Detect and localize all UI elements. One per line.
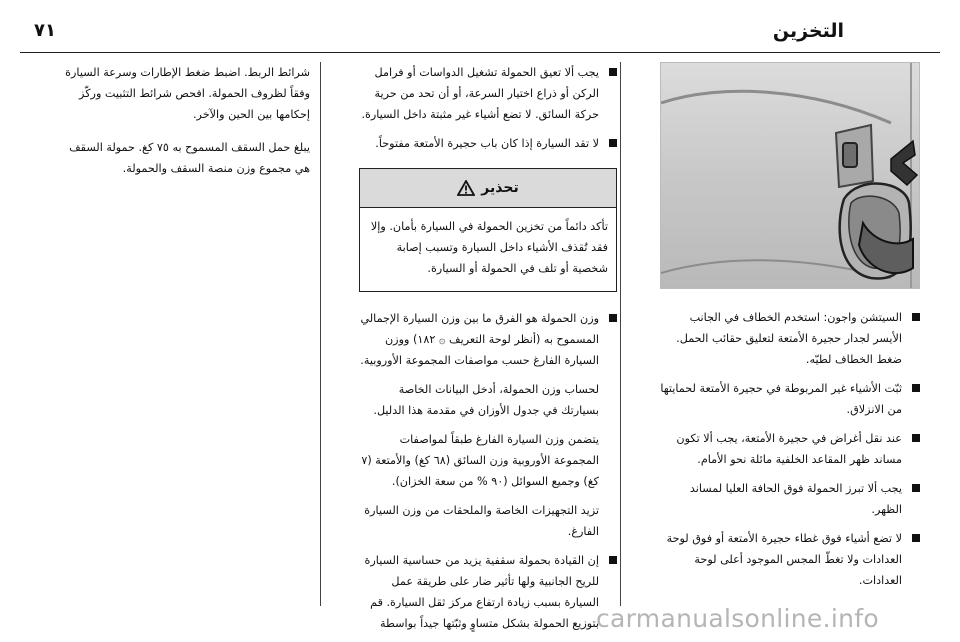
list-item: يجب ألا تبرز الحمولة فوق الحافة العليا لمساند الظهر. (660, 478, 920, 520)
left-column (64, 62, 310, 191)
list-item: لا تقد السيارة إذا كان باب حجيرة الأمتعة مفتوحاً. (359, 133, 617, 154)
column-divider (320, 62, 321, 606)
list-item: عند نقل أغراض في حجيرة الأمتعة، يجب ألا تكون مساند ظهر المقاعد الخلفية مائلة نحو الأمام. (660, 428, 920, 470)
roof-load-list (359, 550, 617, 634)
paragraph: يبلغ حمل السقف المسموح به ٧٥ كغ. حمولة السقف هي مجموع وزن منصة السقف والحمولة. (69, 141, 310, 175)
tips-list (660, 307, 920, 591)
warning-title: تحذير (481, 179, 519, 196)
paragraph: لحساب وزن الحمولة، أدخل البيانات الخاصة بسيارتك في جدول الأوزان في مقدمة هذا الدليل. (373, 383, 599, 417)
warning-header (360, 169, 616, 208)
list-item: لا تضع أشياء فوق غطاء حجيرة الأمتعة أو فوق لوحة العدادات ولا تغطّ المجس الموجود أعلى لوحة العدادات. (660, 528, 920, 591)
cargo-hook-illustration (660, 62, 920, 289)
list-item: السيتشن واجون: استخدم الخطاف في الجانب الأيسر لجدار حجيرة الأمتعة لتعليق حقائب الحمل. ضغط الخطاف لطيّه. (660, 307, 920, 370)
warning-text: تأكد دائماً من تخزين الحمولة في السيارة بأمان. وإلا فقد تُقذف الأشياء داخل السيارة وتسبب إصابة شخصية أو تلف في الحمولة أو السيارة. (370, 220, 608, 275)
page-header (20, 10, 940, 53)
middle-column (359, 62, 617, 642)
watermark-text: carmanualsonline.info (596, 604, 879, 633)
page-title: التخزين (772, 20, 844, 42)
list-item: وزن الحمولة هو الفرق ما بين وزن السيارة الإجمالي المسموح به (أنظر لوحة التعريف ۞ ١٨٢) ووزن السيارة الفارغ حسب مواصفات المجموعة الأوروبية. (359, 308, 617, 371)
arrow-icon (891, 141, 917, 185)
list-item: إن القيادة بحمولة سقفية يزيد من حساسية السيارة للريح الجانبية ولها تأثير ضار على طريقة عمل السيارة بسبب زيادة ارتفاع مركز ثقل السيارة. قم بتوزيع الحمولة بشكل متساوٍ وثبّتها جيداً بواسطة (359, 550, 617, 634)
load-weight-list (359, 308, 617, 371)
list-item: ثبّت الأشياء غير المربوطة في حجيرة الأمتعة لحمايتها من الانزلاق. (660, 378, 920, 420)
right-column (660, 62, 920, 599)
luggage-hook-drawing (661, 63, 919, 288)
warning-box (359, 168, 617, 292)
column-divider (620, 62, 621, 606)
warning-icon (457, 180, 475, 196)
paragraph: يتضمن وزن السيارة الفارغ طبقاً لمواصفات المجموعة الأوروبية وزن السائق (٦٨ كغ) والأمتعة (٧ كغ) وجميع السوائل (٩٠ % من سعة الخزان). (361, 433, 599, 488)
load-rules-list (359, 62, 617, 154)
list-item: يجب ألا تعيق الحمولة تشغيل الدواسات أو فرامل الركن أو ذراع اختيار السرعة، أو أن تحد من حرية حركة السائق. لا تضع أشياء غير مثبتة داخل السيارة. (359, 62, 617, 125)
paragraph: شرائط الربط. اضبط ضغط الإطارات وسرعة السيارة وفقاً لظروف الحمولة. افحص شرائط التثبيت وركّز إحكامها بين الحين والآخر. (65, 66, 310, 121)
page-number: ٧١ (34, 20, 56, 41)
paragraph: تزيد التجهيزات الخاصة والملحقات من وزن السيارة الفارغ. (364, 504, 599, 538)
